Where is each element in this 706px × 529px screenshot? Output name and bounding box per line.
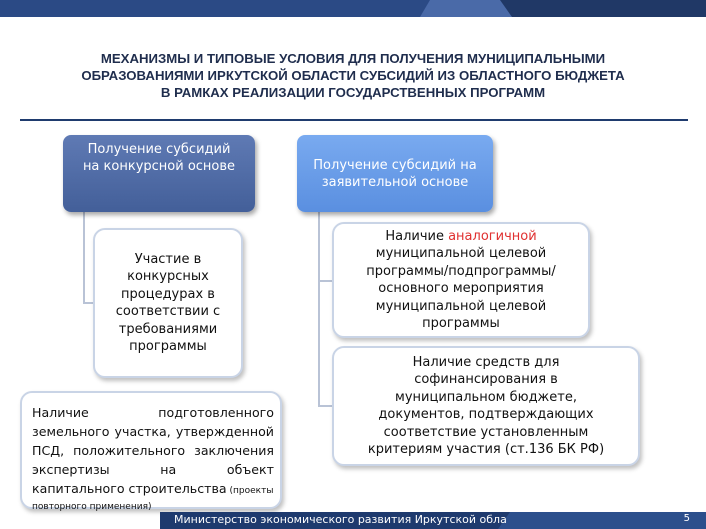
page-number: 5	[683, 513, 690, 524]
plot-line-5-note: (проекты	[226, 486, 274, 496]
competitive-participation-box	[93, 228, 243, 378]
participation-line-5: требованиями	[118, 321, 218, 337]
funds-line-2: софинансирования в	[414, 372, 558, 387]
footer-ministry-text: Министерство экономического развития Иркутской обла	[174, 513, 507, 526]
participation-line-4: соответствии с	[115, 304, 221, 319]
program-line-6: программы	[422, 316, 500, 331]
funds-line-5: соответствие установленным	[383, 424, 589, 440]
page-title	[10, 50, 696, 101]
competitive-header-line-2: на конкурсной основе	[82, 159, 236, 174]
plot-line-5-main: капитального строительства	[32, 481, 227, 496]
program-line-4: основного мероприятия	[378, 281, 544, 296]
title-line-3: В РАМКАХ РЕАЛИЗАЦИИ ГОСУДАРСТВЕННЫХ ПРОГРАММ	[160, 85, 546, 100]
competitive-basis-header	[63, 135, 255, 212]
plot-line-5	[32, 479, 274, 501]
program-line-1	[385, 228, 536, 246]
cofinancing-condition-box	[332, 346, 640, 466]
top-banner-graphic	[0, 0, 706, 17]
funds-line-3: муниципальном бюджете,	[395, 389, 577, 405]
plot-line-3: ПСД, положительного заключения	[32, 443, 274, 458]
funds-line-6: критериям участия (ст.136 БК РФ)	[367, 442, 605, 457]
competitive-header-line-1: Получение субсидий	[87, 142, 231, 157]
plot-line-2: земельного участка, утвержденной	[32, 424, 274, 439]
program-line-1-prefix: Наличие	[385, 228, 449, 244]
participation-line-1: Участие в	[134, 251, 202, 267]
top-banner	[0, 0, 706, 17]
right-connector-vertical	[318, 212, 320, 407]
land-plot-condition-box	[20, 391, 282, 512]
program-line-1-accent: аналогичной	[448, 228, 537, 244]
plot-line-1: Наличие подготовленного	[32, 405, 274, 420]
left-connector-vertical	[83, 212, 85, 304]
funds-line-4: документов, подтверждающих	[378, 407, 594, 422]
title-line-2: ОБРАЗОВАНИЯМИ ИРКУТСКОЙ ОБЛАСТИ СУБСИДИЙ ИЗ ОБЛАСТНОГО БЮДЖЕТА	[81, 68, 625, 83]
funds-line-1: Наличие средств для	[412, 354, 560, 370]
plot-line-6-note: повторного применения)	[32, 502, 152, 512]
application-basis-header	[297, 135, 493, 212]
footer-band	[160, 512, 706, 529]
plot-line-4: экспертизы на объект	[32, 462, 274, 477]
participation-line-3: процедурах в	[121, 286, 215, 302]
program-line-2: муниципальной целевой	[375, 246, 547, 261]
program-line-3: программы/подпрограммы/	[366, 263, 556, 279]
title-divider	[20, 119, 688, 121]
title-line-1: МЕХАНИЗМЫ И ТИПОВЫЕ УСЛОВИЯ ДЛЯ ПОЛУЧЕНИЯ МУНИЦИПАЛЬНЫМИ	[100, 51, 606, 66]
similar-program-condition-box	[332, 222, 590, 338]
participation-line-2: конкурсных	[127, 269, 209, 284]
participation-line-6: программы	[129, 339, 207, 354]
application-header-line-2: заявительной основе	[321, 174, 469, 190]
program-line-5: муниципальной целевой	[375, 298, 547, 314]
application-header-line-1: Получение субсидий на	[313, 157, 477, 173]
